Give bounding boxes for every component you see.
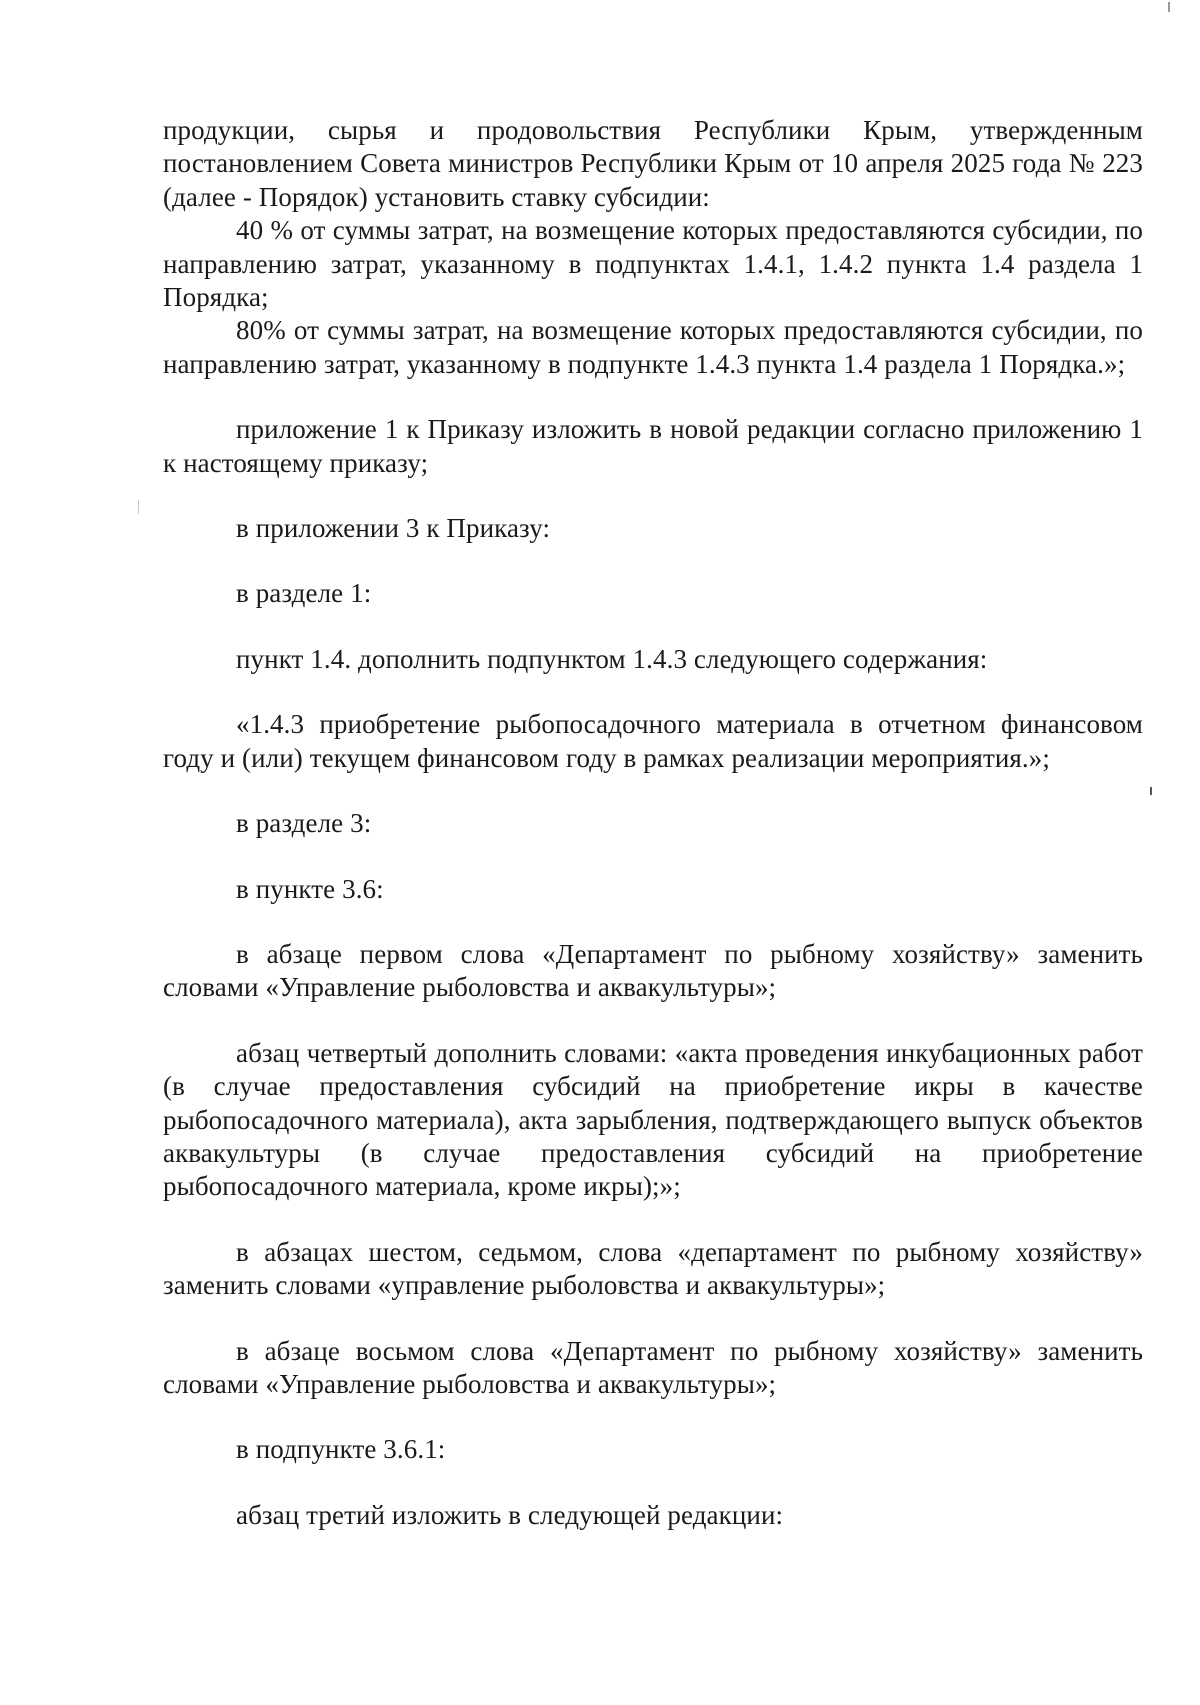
scan-artifact-mark — [138, 500, 139, 514]
paragraph-appendix-1: приложение 1 к Приказу изложить в новой редакции согласно приложению 1 к настоящему приказу; — [163, 414, 1143, 478]
paragraph-continuation: продукции, сырья и продовольствия Республики Крым, утвержденным постановлением Совета министров Республики Крым от 10 апреля 2025 года № 223 (далее - Порядок) установить ставку субсидии: — [163, 115, 1143, 212]
paragraph-appendix-3: в приложении 3 к Приказу: — [236, 513, 551, 544]
paragraph-eighth-abzac: в абзаце восьмом слова «Департамент по рыбному хозяйству» заменить словами «Управление рыболовства и аквакультуры»; — [163, 1335, 1143, 1399]
paragraph-rate-40: 40 % от суммы затрат, на возмещение которых предоставляются субсидии, по направлению затрат, указанному в подпунктах 1.4.1, 1.4.2 пункта 1.4 раздела 1 Порядка; — [163, 215, 1143, 313]
paragraph-section-1: в разделе 1: — [236, 578, 372, 609]
paragraph-fourth-abzac: абзац четвертый дополнить словами: «акта проведения инкубационных работ (в случае предоставления субсидий на приобретение икры в качестве рыбопосадочного материала), акта зарыбления, подтверждающего выпуск объектов аквакультуры (в случае предоставления субсидий на приобретение рыбопосадочного материала, кроме икры);»; — [163, 1037, 1143, 1202]
paragraph-sixth-seventh-abzac: в абзацах шестом, седьмом, слова «департамент по рыбному хозяйству» заменить словами «управление рыболовства и аквакультуры»; — [163, 1236, 1143, 1301]
paragraph-subitem-3-6-1: в подпункте 3.6.1: — [236, 1434, 446, 1465]
paragraph-first-abzac: в абзаце первом слова «Департамент по рыбному хозяйству» заменить словами «Управление рыболовства и аквакультуры»; — [163, 938, 1143, 1003]
paragraph-third-abzac: абзац третий изложить в следующей редакции: — [236, 1499, 784, 1530]
scan-artifact-mark — [1168, 2, 1170, 12]
paragraph-item-1-4: пункт 1.4. дополнить подпунктом 1.4.3 следующего содержания: — [236, 643, 988, 674]
paragraph-section-3: в разделе 3: — [236, 808, 372, 839]
paragraph-item-3-6: в пункте 3.6: — [236, 873, 384, 904]
document-body — [163, 114, 1143, 1532]
paragraph-subitem-1-4-3: «1.4.3 приобретение рыбопосадочного материала в отчетном финансовом году и (или) текущем финансовом году в рамках реализации мероприятия.»; — [163, 709, 1143, 773]
scan-artifact-mark — [1150, 787, 1152, 795]
paragraph-rate-80: 80% от суммы затрат, на возмещение которых предоставляются субсидии, по направлению затрат, указанному в подпункте 1.4.3 пункта 1.4 раздела 1 Порядка.»; — [163, 315, 1143, 379]
